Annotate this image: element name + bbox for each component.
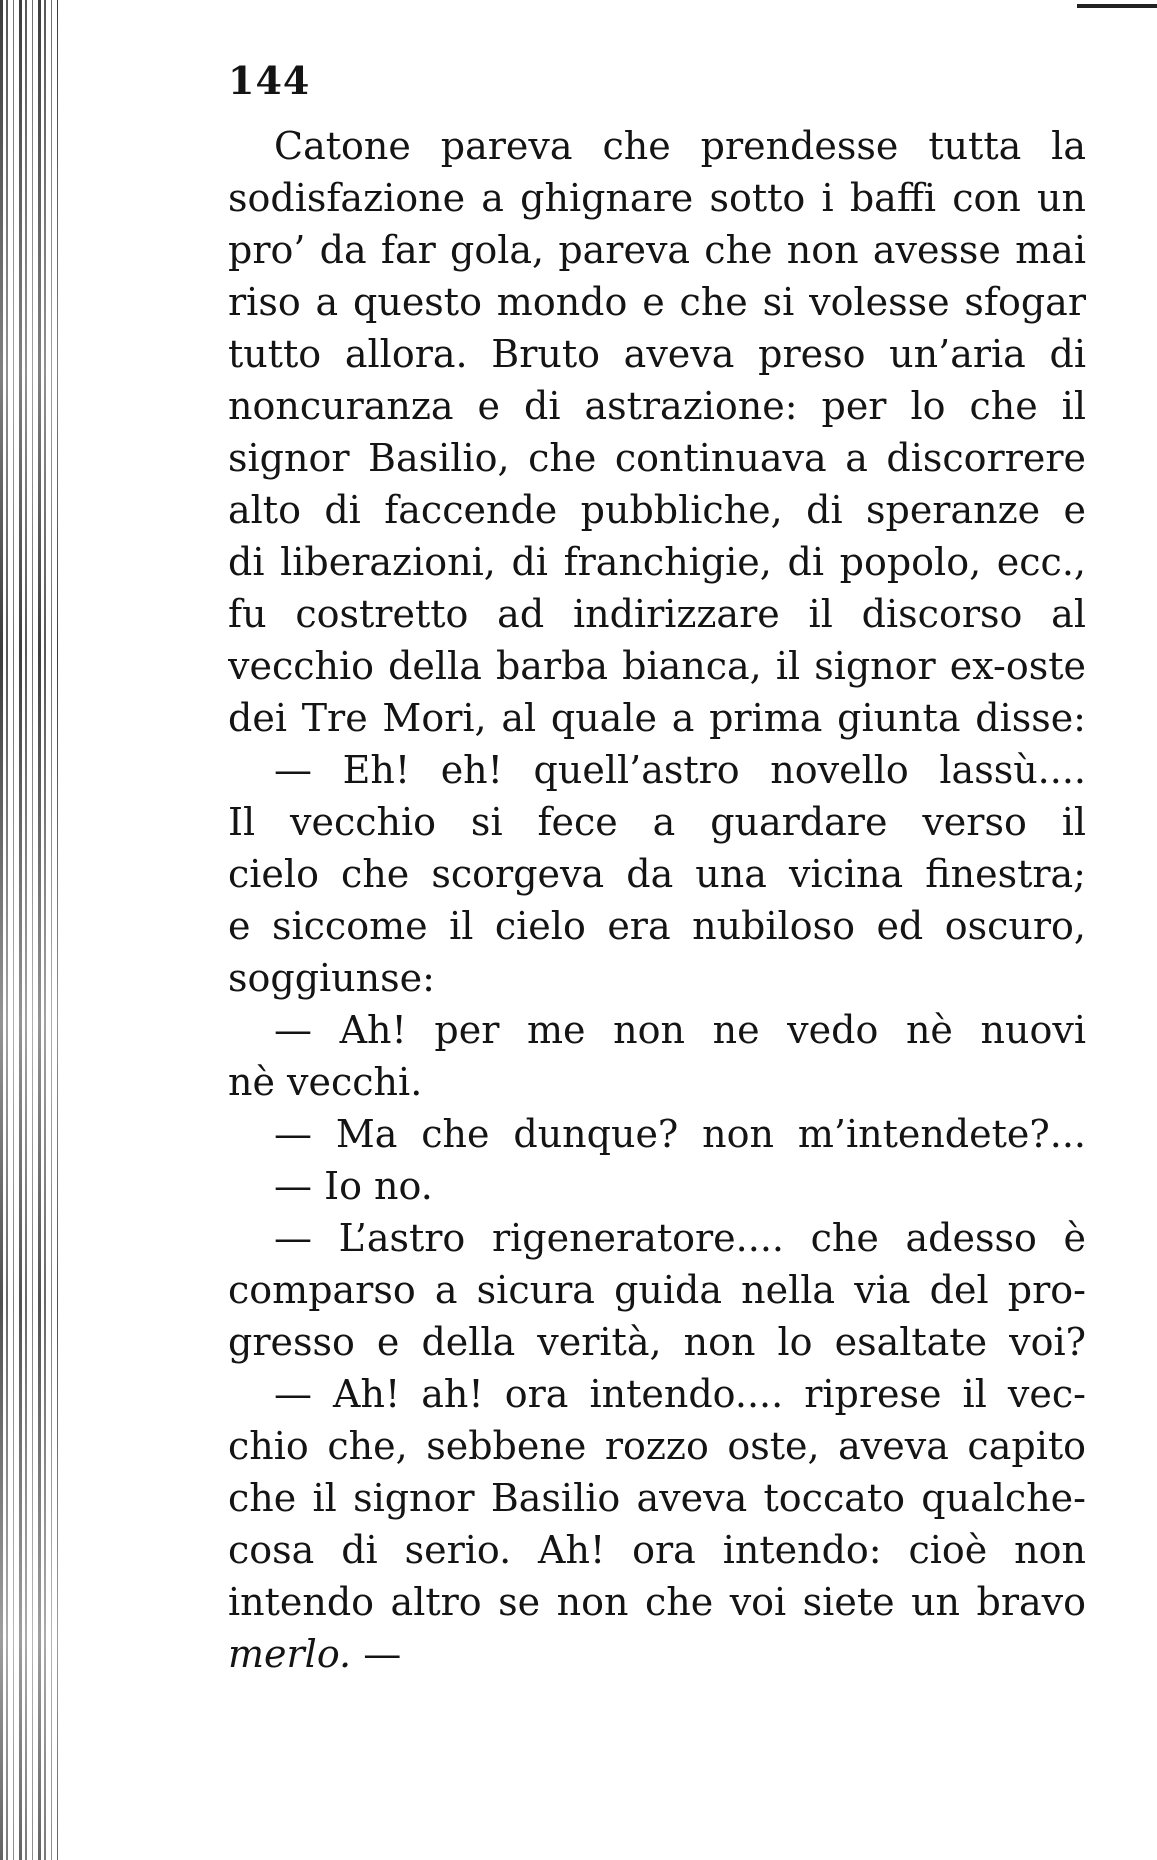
text-line: cosa di serio. Ah! ora intendo: cioè non [228,1528,1086,1572]
dialogue-line: — L’astro rigeneratore.... che adesso è [274,1216,1086,1260]
page-corner-mark [1077,4,1157,8]
text-line: pro’ da far gola, pareva che non avesse mai [228,228,1086,272]
text-line: Catone pareva che prendesse tutta la [274,124,1086,168]
closing-dash: — [351,1632,402,1676]
body-text [228,120,1086,1680]
text-line: comparso a sicura guida nella via del pro- [228,1268,1086,1312]
text-line: chio che, sebbene rozzo oste, aveva capito [228,1424,1086,1468]
text-line: signor Basilio, che continuava a discorrere [228,436,1086,480]
text-line: riso a questo mondo e che si volesse sfogar [228,280,1086,324]
text-line: dei Tre Mori, al quale a prima giunta disse: [228,696,1086,740]
page-number: 144 [228,58,311,103]
text-line: cielo che scorgeva da una vicina finestra; [228,852,1086,896]
binding-gutter-shading [0,0,58,1860]
text-line: intendo altro se non che voi siete un bravo [228,1580,1086,1624]
text-line: sodisfazione a ghignare sotto i baffi con un [228,176,1086,220]
text-line: gresso e della verità, non lo esaltate voi? [228,1320,1086,1364]
text-line: tutto allora. Bruto aveva preso un’aria di [228,332,1086,376]
text-line: e siccome il cielo era nubiloso ed oscuro, [228,904,1086,948]
dialogue-line: — Io no. [274,1164,433,1208]
text-line: che il signor Basilio aveva toccato qualche- [228,1476,1086,1520]
text-line: nè vecchi. [228,1060,423,1104]
text-line: soggiunse: [228,956,435,1000]
text-line: noncuranza e di astrazione: per lo che il [228,384,1086,428]
dialogue-line: — Ah! ah! ora intendo.... riprese il vec- [274,1372,1086,1416]
text-line: alto di faccende pubbliche, di speranze e [228,488,1086,532]
text-line: fu costretto ad indirizzare il discorso al [228,592,1086,636]
text-line: Il vecchio si fece a guardare verso il [228,800,1086,844]
final-text-line [228,1628,1086,1680]
dialogue-line: — Ah! per me non ne vedo nè nuovi [274,1008,1086,1052]
dialogue-line: — Ma che dunque? non m’intendete?... [274,1112,1086,1156]
dialogue-line: — Eh! eh! quell’astro novello lassù.... [274,748,1086,792]
italic-word: merlo. [228,1632,352,1676]
text-line: vecchio della barba bianca, il signor ex-oste [228,644,1086,688]
text-line: di liberazioni, di franchigie, di popolo, ecc., [228,540,1086,584]
